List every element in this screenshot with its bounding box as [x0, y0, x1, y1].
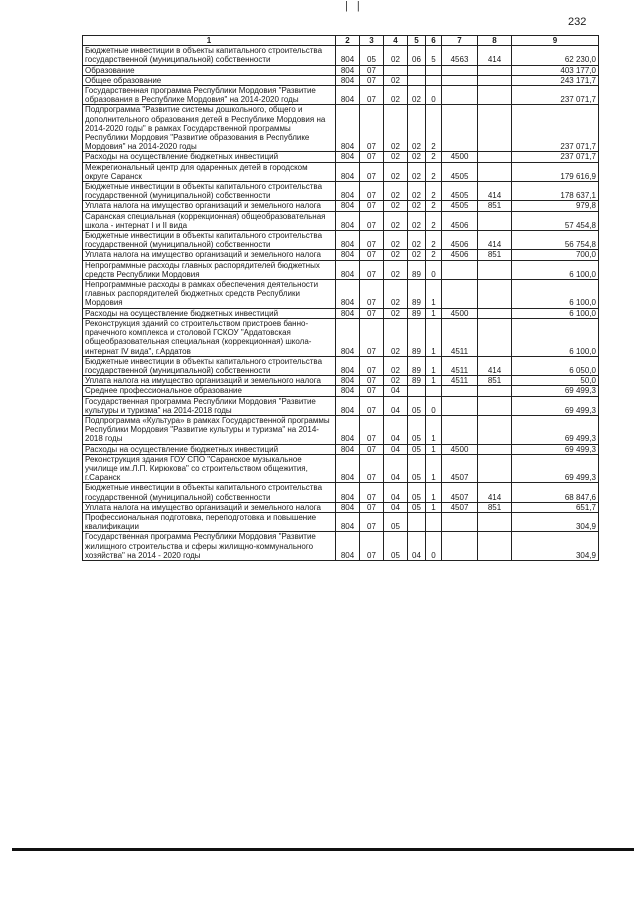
column-4-value: 02 — [384, 46, 408, 65]
amount-value: 237 071,7 — [512, 152, 599, 162]
column-6-value: 2 — [426, 105, 442, 152]
column-5-value: 89 — [408, 318, 426, 356]
column-5-value: 04 — [408, 532, 426, 561]
column-3-value: 07 — [360, 308, 384, 318]
amount-value: 62 230,0 — [512, 46, 599, 65]
column-2-value: 804 — [336, 250, 360, 260]
column-4-value: 02 — [384, 152, 408, 162]
amount-value: 237 071,7 — [512, 86, 599, 105]
table-row — [83, 512, 599, 531]
column-6-value: 1 — [426, 502, 442, 512]
column-6-value: 1 — [426, 415, 442, 444]
column-5-value: 02 — [408, 231, 426, 250]
column-7-value — [442, 415, 478, 444]
row-name: Межрегиональный центр для одаренных детей в городском округе Саранск — [83, 162, 336, 181]
row-name: Непрограммные расходы главных распорядителей бюджетных средств Республики Мордовия — [83, 260, 336, 279]
column-4-value: 02 — [384, 280, 408, 309]
column-4-value: 04 — [384, 454, 408, 483]
column-2-value: 804 — [336, 483, 360, 502]
table-row — [83, 502, 599, 512]
row-name: Уплата налога на имущество организаций и земельного налога — [83, 250, 336, 260]
column-3-value: 07 — [360, 231, 384, 250]
column-2-value: 804 — [336, 86, 360, 105]
column-6-value — [426, 512, 442, 531]
column-5-value: 02 — [408, 201, 426, 211]
column-6-value: 2 — [426, 201, 442, 211]
column-header-6: 6 — [426, 36, 442, 46]
row-name: Уплата налога на имущество организаций и земельного налога — [83, 201, 336, 211]
column-header-3: 3 — [360, 36, 384, 46]
column-2-value: 804 — [336, 280, 360, 309]
column-3-value: 07 — [360, 86, 384, 105]
column-8-value — [478, 152, 512, 162]
table-row — [83, 250, 599, 260]
row-name: Расходы на осуществление бюджетных инвестиций — [83, 444, 336, 454]
column-3-value: 07 — [360, 356, 384, 375]
column-2-value: 804 — [336, 65, 360, 75]
amount-value: 651,7 — [512, 502, 599, 512]
table-row — [83, 162, 599, 181]
column-5-value: 05 — [408, 396, 426, 415]
column-6-value: 2 — [426, 182, 442, 201]
row-name: Государственная программа Республики Мордовия "Развитие образования в Республике Мордовия" на 2014-2020 годы — [83, 86, 336, 105]
column-6-value: 1 — [426, 483, 442, 502]
column-6-value: 2 — [426, 211, 442, 230]
amount-value: 403 177,0 — [512, 65, 599, 75]
column-5-value: 05 — [408, 502, 426, 512]
column-4-value: 02 — [384, 201, 408, 211]
amount-value: 69 499,3 — [512, 396, 599, 415]
row-name: Среднее профессиональное образование — [83, 386, 336, 396]
column-4-value: 05 — [384, 532, 408, 561]
column-8-value — [478, 65, 512, 75]
column-2-value: 804 — [336, 356, 360, 375]
column-5-value: 02 — [408, 152, 426, 162]
column-3-value: 07 — [360, 386, 384, 396]
column-8-value: 414 — [478, 182, 512, 201]
column-6-value: 1 — [426, 376, 442, 386]
column-7-value — [442, 75, 478, 85]
amount-value: 6 100,0 — [512, 260, 599, 279]
column-3-value: 07 — [360, 65, 384, 75]
table-row — [83, 211, 599, 230]
column-3-value: 07 — [360, 502, 384, 512]
column-6-value: 1 — [426, 444, 442, 454]
row-name: Реконструкция здания ГОУ СПО "Саранское музыкальное училище им.Л.П. Кирюкова" со строительством общежития, г.Саранск — [83, 454, 336, 483]
column-2-value: 804 — [336, 318, 360, 356]
table-row — [83, 386, 599, 396]
column-8-value — [478, 86, 512, 105]
column-5-value: 89 — [408, 356, 426, 375]
column-8-value — [478, 318, 512, 356]
row-name: Бюджетные инвестиции в объекты капитального строительства государственной (муниципальной) собственности — [83, 182, 336, 201]
column-5-value: 02 — [408, 162, 426, 181]
table-row — [83, 152, 599, 162]
budget-table — [82, 35, 599, 561]
amount-value: 50,0 — [512, 376, 599, 386]
column-7-value: 4506 — [442, 211, 478, 230]
column-5-value: 05 — [408, 444, 426, 454]
column-8-value: 851 — [478, 250, 512, 260]
column-header-8: 8 — [478, 36, 512, 46]
column-7-value: 4563 — [442, 46, 478, 65]
column-2-value: 804 — [336, 396, 360, 415]
column-header-4: 4 — [384, 36, 408, 46]
column-6-value: 0 — [426, 532, 442, 561]
column-4-value: 04 — [384, 386, 408, 396]
column-3-value: 07 — [360, 105, 384, 152]
column-5-value: 02 — [408, 182, 426, 201]
amount-value: 700,0 — [512, 250, 599, 260]
column-2-value: 804 — [336, 75, 360, 85]
column-5-value: 02 — [408, 86, 426, 105]
amount-value: 304,9 — [512, 532, 599, 561]
column-3-value: 07 — [360, 512, 384, 531]
column-3-value: 05 — [360, 46, 384, 65]
column-5-value: 89 — [408, 308, 426, 318]
column-3-value: 07 — [360, 211, 384, 230]
column-5-value: 02 — [408, 250, 426, 260]
column-7-value — [442, 386, 478, 396]
row-name: Образование — [83, 65, 336, 75]
column-4-value: 02 — [384, 356, 408, 375]
column-header-2: 2 — [336, 36, 360, 46]
column-2-value: 804 — [336, 444, 360, 454]
table-row — [83, 182, 599, 201]
column-8-value — [478, 396, 512, 415]
table-row — [83, 396, 599, 415]
column-5-value: 05 — [408, 483, 426, 502]
row-name: Подпрограмма "Развитие системы дошкольного, общего и дополнительного образования детей в Республике Мордовия на 2014-2020 годы" в рамках Государственной программы Республики Мордовия "Развитие образования в Республике Мордовия" на 2014-2020 годы — [83, 105, 336, 152]
table-row — [83, 415, 599, 444]
row-name: Реконструкция зданий со строительством пристроев банно-прачечного комплекса и столовой ГСКОУ "Ардатовская общеобразовательная специальная (коррекционная) школа-интернат IV вида", г.Ардатов — [83, 318, 336, 356]
amount-value: 69 499,3 — [512, 444, 599, 454]
column-8-value — [478, 415, 512, 444]
table-row — [83, 105, 599, 152]
column-2-value: 804 — [336, 454, 360, 483]
column-8-value: 851 — [478, 201, 512, 211]
column-5-value: 02 — [408, 211, 426, 230]
column-6-value: 1 — [426, 280, 442, 309]
amount-value: 304,9 — [512, 512, 599, 531]
column-8-value — [478, 454, 512, 483]
column-4-value: 04 — [384, 444, 408, 454]
column-header-9: 9 — [512, 36, 599, 46]
column-8-value: 414 — [478, 231, 512, 250]
column-8-value — [478, 532, 512, 561]
amount-value: 237 071,7 — [512, 105, 599, 152]
amount-value: 179 616,9 — [512, 162, 599, 181]
table-row — [83, 65, 599, 75]
column-2-value: 804 — [336, 211, 360, 230]
column-2-value: 804 — [336, 308, 360, 318]
column-4-value: 02 — [384, 211, 408, 230]
amount-value: 69 499,3 — [512, 415, 599, 444]
column-4-value: 02 — [384, 318, 408, 356]
column-8-value — [478, 386, 512, 396]
amount-value: 6 100,0 — [512, 308, 599, 318]
table-row — [83, 260, 599, 279]
table-row — [83, 356, 599, 375]
column-6-value: 0 — [426, 396, 442, 415]
column-2-value: 804 — [336, 182, 360, 201]
column-6-value: 0 — [426, 260, 442, 279]
table-row — [83, 318, 599, 356]
column-6-value — [426, 75, 442, 85]
column-2-value: 804 — [336, 260, 360, 279]
column-7-value: 4500 — [442, 152, 478, 162]
row-name: Бюджетные инвестиции в объекты капитального строительства государственной (муниципальной) собственности — [83, 483, 336, 502]
column-5-value — [408, 65, 426, 75]
column-4-value: 04 — [384, 502, 408, 512]
column-2-value: 804 — [336, 376, 360, 386]
column-6-value: 2 — [426, 162, 442, 181]
column-8-value — [478, 444, 512, 454]
column-5-value — [408, 75, 426, 85]
amount-value: 56 754,8 — [512, 231, 599, 250]
column-4-value: 02 — [384, 308, 408, 318]
column-4-value: 05 — [384, 512, 408, 531]
column-7-value — [442, 86, 478, 105]
column-7-value: 4511 — [442, 356, 478, 375]
column-7-value — [442, 396, 478, 415]
amount-value: 69 499,3 — [512, 454, 599, 483]
column-5-value — [408, 512, 426, 531]
column-3-value: 07 — [360, 182, 384, 201]
column-4-value: 04 — [384, 483, 408, 502]
column-3-value: 07 — [360, 250, 384, 260]
column-header-1: 1 — [83, 36, 336, 46]
table-row — [83, 454, 599, 483]
column-6-value: 0 — [426, 86, 442, 105]
column-6-value: 1 — [426, 308, 442, 318]
amount-value: 6 100,0 — [512, 318, 599, 356]
column-6-value: 2 — [426, 231, 442, 250]
column-7-value: 4505 — [442, 182, 478, 201]
column-2-value: 804 — [336, 162, 360, 181]
column-7-value — [442, 65, 478, 75]
column-8-value: 414 — [478, 483, 512, 502]
table-row — [83, 75, 599, 85]
table-row — [83, 444, 599, 454]
column-7-value — [442, 260, 478, 279]
column-6-value: 1 — [426, 356, 442, 375]
column-4-value: 02 — [384, 162, 408, 181]
column-3-value: 07 — [360, 444, 384, 454]
column-8-value: 851 — [478, 376, 512, 386]
column-3-value: 07 — [360, 454, 384, 483]
column-3-value: 07 — [360, 318, 384, 356]
column-4-value: 02 — [384, 105, 408, 152]
column-7-value — [442, 105, 478, 152]
row-name: Государственная программа Республики Мордовия "Развитие культуры и туризма" на 2014-2018 годы — [83, 396, 336, 415]
table-row — [83, 280, 599, 309]
column-4-value: 02 — [384, 376, 408, 386]
column-7-value: 4505 — [442, 162, 478, 181]
column-5-value: 89 — [408, 260, 426, 279]
column-7-value: 4505 — [442, 201, 478, 211]
amount-value: 57 454,8 — [512, 211, 599, 230]
amount-value: 243 171,7 — [512, 75, 599, 85]
column-8-value: 851 — [478, 502, 512, 512]
column-2-value: 804 — [336, 502, 360, 512]
row-name: Уплата налога на имущество организаций и земельного налога — [83, 502, 336, 512]
table-row — [83, 231, 599, 250]
column-3-value: 07 — [360, 415, 384, 444]
page-number: 232 — [568, 16, 587, 28]
column-8-value — [478, 105, 512, 152]
table-row — [83, 376, 599, 386]
column-7-value: 4500 — [442, 444, 478, 454]
column-7-value: 4511 — [442, 376, 478, 386]
row-name: Общее образование — [83, 75, 336, 85]
column-4-value: 02 — [384, 250, 408, 260]
column-8-value — [478, 280, 512, 309]
column-5-value: 05 — [408, 454, 426, 483]
column-6-value — [426, 386, 442, 396]
column-2-value: 804 — [336, 532, 360, 561]
column-5-value: 05 — [408, 415, 426, 444]
column-3-value: 07 — [360, 376, 384, 386]
column-3-value: 07 — [360, 75, 384, 85]
column-3-value: 07 — [360, 162, 384, 181]
amount-value: 69 499,3 — [512, 386, 599, 396]
amount-value: 68 847,6 — [512, 483, 599, 502]
amount-value: 979,8 — [512, 201, 599, 211]
column-6-value: 5 — [426, 46, 442, 65]
column-7-value — [442, 532, 478, 561]
column-8-value: 414 — [478, 46, 512, 65]
column-7-value — [442, 280, 478, 309]
column-2-value: 804 — [336, 386, 360, 396]
column-7-value: 4506 — [442, 231, 478, 250]
column-2-value: 804 — [336, 46, 360, 65]
column-5-value: 02 — [408, 105, 426, 152]
column-7-value: 4507 — [442, 454, 478, 483]
table-body — [83, 46, 599, 561]
column-3-value: 07 — [360, 201, 384, 211]
column-3-value: 07 — [360, 532, 384, 561]
column-8-value: 414 — [478, 356, 512, 375]
column-4-value: 02 — [384, 260, 408, 279]
table-header-row — [83, 36, 599, 46]
column-3-value: 07 — [360, 152, 384, 162]
column-6-value: 1 — [426, 454, 442, 483]
column-6-value: 2 — [426, 152, 442, 162]
column-6-value — [426, 65, 442, 75]
row-name: Бюджетные инвестиции в объекты капитального строительства государственной (муниципальной) собственности — [83, 356, 336, 375]
amount-value: 6 050,0 — [512, 356, 599, 375]
row-name: Непрограммные расходы в рамках обеспечения деятельности главных распорядителей бюджетных средств Республики Мордовия — [83, 280, 336, 309]
scan-edge-line — [12, 848, 634, 851]
row-name: Бюджетные инвестиции в объекты капитального строительства государственной (муниципальной) собственности — [83, 46, 336, 65]
punch-marks: | | — [345, 0, 363, 12]
row-name: Саранская специальная (коррекционная) общеобразовательная школа - интернат I и II вида — [83, 211, 336, 230]
column-5-value — [408, 386, 426, 396]
column-7-value: 4507 — [442, 483, 478, 502]
column-5-value: 89 — [408, 280, 426, 309]
row-name: Государственная программа Республики Мордовия "Развитие жилищного строительства и сферы жилищно-коммунального хозяйства" на 2014 - 2020 годы — [83, 532, 336, 561]
column-8-value — [478, 211, 512, 230]
column-5-value: 06 — [408, 46, 426, 65]
column-7-value: 4507 — [442, 502, 478, 512]
column-8-value — [478, 162, 512, 181]
column-header-7: 7 — [442, 36, 478, 46]
column-2-value: 804 — [336, 201, 360, 211]
table-row — [83, 201, 599, 211]
column-2-value: 804 — [336, 105, 360, 152]
table-row — [83, 308, 599, 318]
column-4-value — [384, 65, 408, 75]
column-7-value: 4506 — [442, 250, 478, 260]
row-name: Расходы на осуществление бюджетных инвестиций — [83, 308, 336, 318]
column-3-value: 07 — [360, 483, 384, 502]
column-8-value — [478, 260, 512, 279]
column-2-value: 804 — [336, 231, 360, 250]
table-row — [83, 46, 599, 65]
row-name: Подпрограмма «Культура» в рамках Государственной программы Республики Мордовия "Развитие культуры и туризма" на 2014-2018 годы — [83, 415, 336, 444]
row-name: Бюджетные инвестиции в объекты капитального строительства государственной (муниципальной) собственности — [83, 231, 336, 250]
amount-value: 178 637,1 — [512, 182, 599, 201]
column-2-value: 804 — [336, 512, 360, 531]
column-4-value: 02 — [384, 182, 408, 201]
table-row — [83, 483, 599, 502]
column-header-5: 5 — [408, 36, 426, 46]
column-5-value: 89 — [408, 376, 426, 386]
row-name: Расходы на осуществление бюджетных инвестиций — [83, 152, 336, 162]
column-8-value — [478, 512, 512, 531]
column-3-value: 07 — [360, 396, 384, 415]
amount-value: 6 100,0 — [512, 280, 599, 309]
column-3-value: 07 — [360, 260, 384, 279]
column-6-value: 2 — [426, 250, 442, 260]
column-2-value: 804 — [336, 415, 360, 444]
column-4-value: 04 — [384, 396, 408, 415]
column-3-value: 07 — [360, 280, 384, 309]
column-6-value: 1 — [426, 318, 442, 356]
column-7-value: 4511 — [442, 318, 478, 356]
table-row — [83, 532, 599, 561]
column-8-value — [478, 75, 512, 85]
row-name: Уплата налога на имущество организаций и земельного налога — [83, 376, 336, 386]
column-2-value: 804 — [336, 152, 360, 162]
row-name: Профессиональная подготовка, переподготовка и повышение квалификации — [83, 512, 336, 531]
table-row — [83, 86, 599, 105]
column-4-value: 02 — [384, 86, 408, 105]
column-4-value: 04 — [384, 415, 408, 444]
column-4-value: 02 — [384, 231, 408, 250]
column-7-value: 4500 — [442, 308, 478, 318]
column-8-value — [478, 308, 512, 318]
column-4-value: 02 — [384, 75, 408, 85]
column-7-value — [442, 512, 478, 531]
